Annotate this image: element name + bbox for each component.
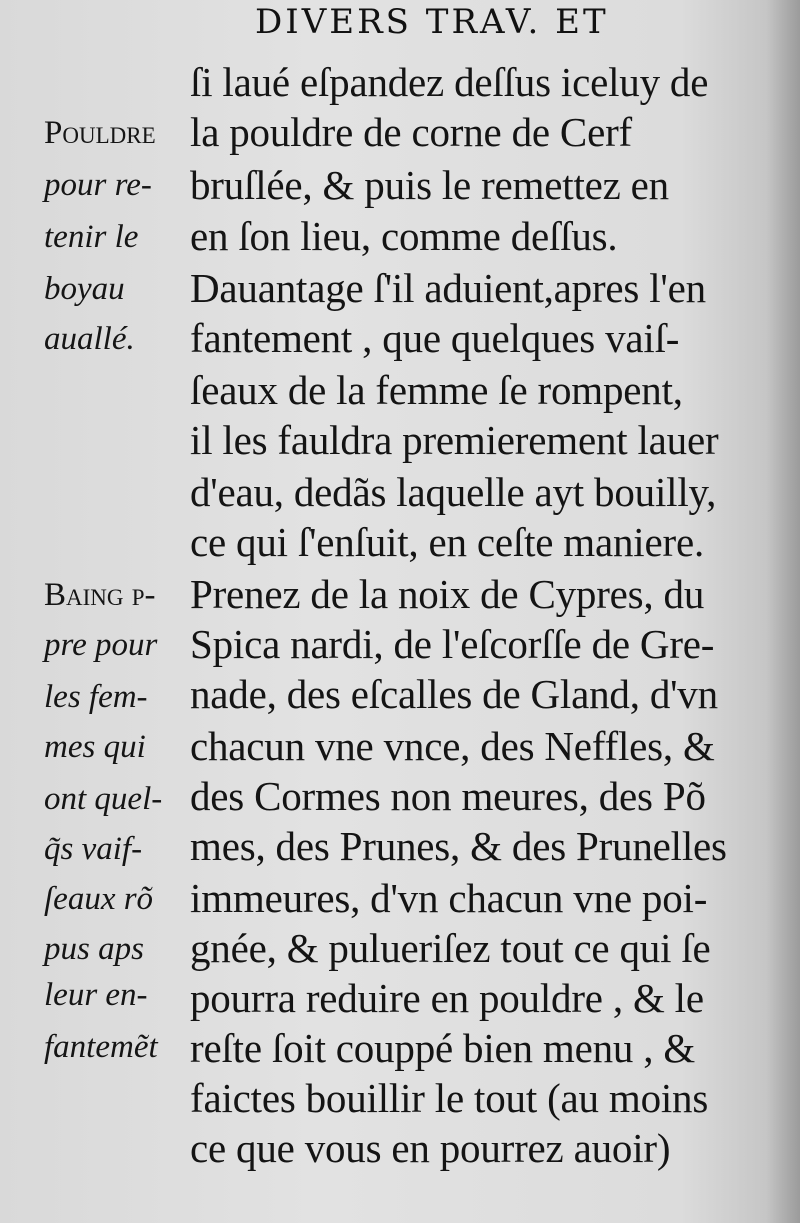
body-line: d'eau, dedãs laquelle ayt bouilly, xyxy=(190,469,717,515)
body-line: ce qui ſ'enſuit, en ceſte maniere. xyxy=(190,519,704,565)
margin-note-2-line: mes qui xyxy=(44,729,146,765)
body-line: Dauantage ſ'il aduient,apres l'en xyxy=(190,265,706,311)
margin-note-2-line: Baing p- xyxy=(44,577,156,613)
body-line: bruſlée, & puis le remettez en xyxy=(190,162,669,208)
body-line: en ſon lieu, comme deſſus. xyxy=(190,213,618,259)
body-line: pourra reduire en pouldre , & le xyxy=(190,975,704,1021)
body-line: ſeaux de la femme ſe rompent, xyxy=(190,367,683,413)
body-line: des Cormes non meures, des Põ xyxy=(190,773,706,819)
margin-note-1-line: Pouldre xyxy=(44,115,156,151)
margin-note-2-line: fantemẽt xyxy=(44,1029,158,1065)
body-line: faictes bouillir le tout (au moins xyxy=(190,1075,709,1121)
margin-note-2-line: q̃s vaif- xyxy=(44,831,143,867)
margin-note-1-line: boyau xyxy=(44,271,125,307)
body-line: la pouldre de corne de Cerf xyxy=(190,109,632,155)
body-line: nade, des eſcalles de Gland, d'vn xyxy=(190,671,718,717)
margin-note-1-line: tenir le xyxy=(44,219,139,255)
body-line: fantement , que quelques vaiſ- xyxy=(190,315,680,361)
margin-note-1-line: auallé. xyxy=(44,321,135,357)
body-line: ce que vous en pourrez auoir) xyxy=(190,1125,671,1171)
body-line: reſte ſoit couppé bien menu , & xyxy=(190,1025,696,1071)
margin-note-2-line: pre pour xyxy=(44,627,158,663)
page-edge-shadow xyxy=(766,0,800,1223)
body-line: immeures, d'vn chacun vne poi- xyxy=(190,875,708,921)
body-line: ſi laué eſpandez deſſus iceluy de xyxy=(190,59,709,105)
margin-note-2-line: ont quel- xyxy=(44,781,163,817)
body-line: il les fauldra premierement lauer xyxy=(190,417,719,463)
body-line: gnée, & pulueriſez tout ce qui ſe xyxy=(190,925,711,971)
margin-note-2-line: pus aps xyxy=(44,931,144,967)
margin-note-2-line: les fem- xyxy=(44,679,148,715)
running-head: DIVERS TRAV. ET xyxy=(255,2,609,42)
body-line: Prenez de la noix de Cypres, du xyxy=(190,571,705,617)
margin-note-2-line: ſeaux rõ xyxy=(44,881,154,917)
body-line: Spica nardi, de l'eſcorſſe de Gre- xyxy=(190,621,715,667)
body-line: mes, des Prunes, & des Prunelles xyxy=(190,823,727,869)
body-line: chacun vne vnce, des Neffles, & xyxy=(190,723,715,769)
margin-note-1-line: pour re- xyxy=(44,167,152,203)
margin-note-2-line: leur en- xyxy=(44,977,148,1013)
